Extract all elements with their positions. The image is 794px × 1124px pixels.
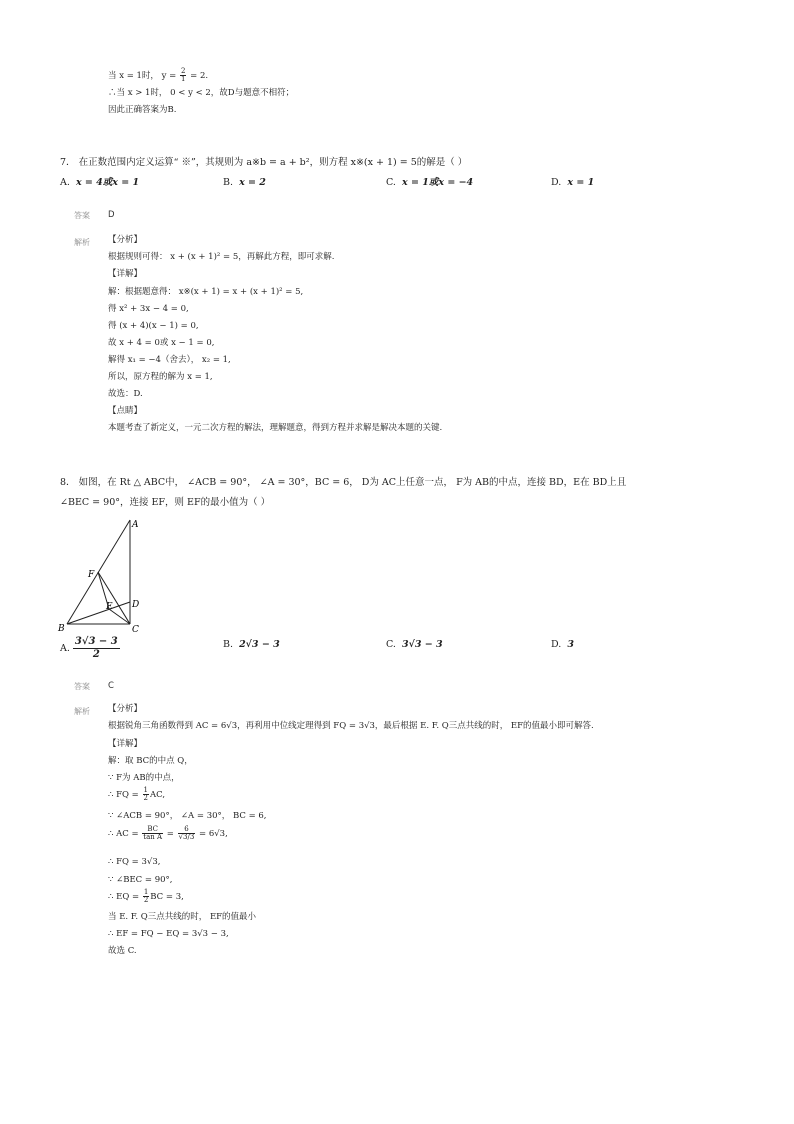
q8-line-2: ∵ F为 AB的中点， <box>108 773 180 783</box>
q7-option-c <box>386 176 473 189</box>
segment-fc <box>98 572 130 624</box>
option-label: B. <box>223 177 234 188</box>
fraction <box>180 68 186 83</box>
q8-answer-label: 答案 <box>74 682 90 691</box>
fraction <box>143 787 149 802</box>
fraction-denominator: 2 <box>143 896 149 904</box>
q8-line-8 <box>108 889 184 904</box>
option-text: 3 <box>567 639 574 650</box>
line-text: ∴ AC = <box>108 829 142 839</box>
q8-line-3 <box>108 787 165 802</box>
q7-line: 【分析】 <box>108 235 143 245</box>
fraction-denominator: 1 <box>180 75 186 83</box>
fraction-denominator: tan A <box>143 833 163 841</box>
point-label-e: E <box>106 602 113 612</box>
q8-option-a <box>60 636 120 661</box>
q8-figure <box>56 516 146 636</box>
q8-stem-2: ∠BEC = 90°，连接 EF，则 EF的最小值为（ ） <box>60 497 271 508</box>
q8-stem-1: 8． 如图，在 Rt △ ABC中， ∠ACB = 90°， ∠A = 30°，BC = 6， D为 AC上任意一点， F为 AB的中点，连接 BD，E在 BD上且 <box>60 477 627 488</box>
q7-line: 【详解】 <box>108 269 143 279</box>
q8-line-5 <box>108 826 228 841</box>
line-text: = 6√3, <box>196 829 228 839</box>
fraction-denominator: 2 <box>143 794 148 802</box>
q7-stem: 7． 在正数范围内定义运算“ ※”，其规则为 a※b = a + b²，则方程 x※(x + 1) = 5的解是（ ） <box>60 157 468 168</box>
top-line-2: ∴当 x > 1时， 0 < y < 2，故D与题意不相符； <box>108 88 295 98</box>
q8-line-6: ∴ FQ = 3√3, <box>108 857 161 867</box>
top-line-1-text: 当 x = 1时， y = <box>108 71 179 81</box>
option-text: x = 1或x = −4 <box>402 177 474 188</box>
q7-line: 解：根据题意得： x※(x + 1) = x + (x + 1)² = 5, <box>108 287 304 297</box>
q8-option-c <box>386 638 443 651</box>
option-label: A. <box>60 177 70 188</box>
q7-answer: D <box>108 210 115 220</box>
q8-line-1: 解：取 BC的中点 Q， <box>108 756 193 766</box>
line-text: ∴ FQ = <box>108 790 142 800</box>
fraction <box>178 826 196 841</box>
q8-line-11: 故选 C. <box>108 946 137 956</box>
q8-line-4: ∵ ∠ACB = 90°， ∠A = 30°， BC = 6, <box>108 811 267 821</box>
q7-line: 得 x² + 3x − 4 = 0, <box>108 304 189 314</box>
q8-answer: C <box>108 681 114 691</box>
segment-bd <box>67 602 130 624</box>
option-label: C. <box>386 639 396 650</box>
fraction-numerator: 1 <box>143 786 148 794</box>
option-text: 2√3 − 3 <box>239 639 280 650</box>
option-text: x = 2 <box>239 177 266 188</box>
point-label-c: C <box>132 625 139 635</box>
line-text: BC = 3, <box>150 892 184 902</box>
fraction-denominator: 2 <box>92 649 100 660</box>
option-text: x = 1 <box>567 177 595 188</box>
q7-line: 本题考查了新定义，一元二次方程的解法，理解题意，得到方程并求解是解决本题的关键. <box>108 423 443 433</box>
option-label: B. <box>223 639 234 650</box>
q7-answer-label: 答案 <box>74 211 90 220</box>
q8-analysis-heading: 【分析】 <box>108 704 143 714</box>
q8-option-b <box>223 638 280 651</box>
line-text: = <box>164 829 177 839</box>
option-fraction <box>73 636 120 661</box>
q7-line: 得 (x + 4)(x − 1) = 0, <box>108 321 199 331</box>
point-label-a: A <box>132 520 139 530</box>
line-text: ∴ EQ = <box>108 892 142 902</box>
q8-option-d <box>551 638 574 651</box>
fraction-numerator: 3√3 − 3 <box>74 636 118 647</box>
q8-detail-heading: 【详解】 <box>108 739 143 749</box>
q7-line: 故 x + 4 = 0或 x − 1 = 0, <box>108 338 215 348</box>
q7-line: 根据规则可得： x + (x + 1)² = 5，再解此方程，即可求解. <box>108 252 335 262</box>
fraction <box>142 826 163 841</box>
top-line-3: 因此正确答案为B. <box>108 105 177 115</box>
q7-line: 故选：D. <box>108 389 143 399</box>
q8-line-9: 当 E. F. Q三点共线的时， EF的值最小 <box>108 912 257 922</box>
q7-option-a <box>60 176 139 189</box>
q8-line-10: ∴ EF = FQ − EQ = 3√3 − 3, <box>108 929 229 939</box>
point-label-f: F <box>88 570 95 580</box>
fraction <box>143 889 149 904</box>
q7-option-d <box>551 176 594 189</box>
fraction-numerator: 2 <box>180 67 186 75</box>
fraction-numerator: BC <box>142 826 163 834</box>
line-text: AC, <box>149 790 166 800</box>
option-label: A. <box>60 643 70 654</box>
option-text: 3√3 − 3 <box>402 639 443 650</box>
option-label: C. <box>386 177 396 188</box>
q7-line: 所以，原方程的解为 x = 1, <box>108 372 213 382</box>
q8-analysis-text: 根据锐角三角函数得到 AC = 6√3，再利用中位线定理得到 FQ = 3√3，最后根据 E. F. Q三点共线的时， EF的值最小即可解答. <box>108 721 594 731</box>
q7-analysis-label: 解析 <box>74 238 90 247</box>
fraction-numerator: 1 <box>143 888 149 896</box>
q7-option-b <box>223 176 266 189</box>
point-label-d: D <box>132 600 140 610</box>
q7-line: 解得 x₁ = −4（舍去）， x₂ = 1, <box>108 355 231 365</box>
q8-analysis-label: 解析 <box>74 707 90 716</box>
top-line-1-tail: = 2. <box>187 71 209 81</box>
option-label: D. <box>551 639 562 650</box>
q8-line-7: ∵ ∠BEC = 90°, <box>108 875 173 885</box>
fraction-numerator: 6 <box>178 826 196 834</box>
point-label-b: B <box>58 624 65 634</box>
option-label: D. <box>551 177 562 188</box>
top-line-1 <box>108 68 208 83</box>
fraction-denominator: √3/3 <box>178 833 195 841</box>
q7-line: 【点睛】 <box>108 406 143 416</box>
option-text: x = 4或x = 1 <box>75 177 140 188</box>
